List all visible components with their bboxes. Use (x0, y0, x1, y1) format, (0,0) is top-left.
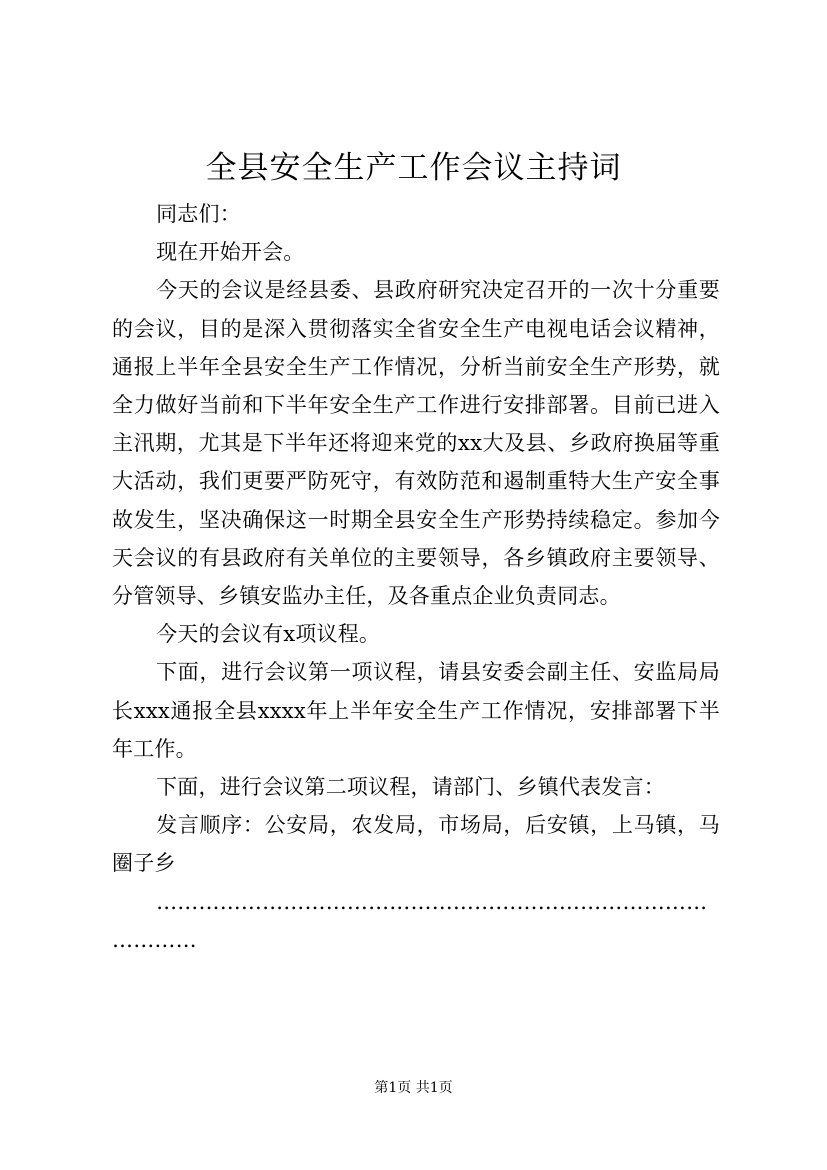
page-number-footer: 第1页 共1页 (374, 1080, 453, 1096)
agenda-item-one-paragraph: 下面，进行会议第一项议程，请县安委会副主任、安监局局长xxx通报全县xxxx年上半年安全生产工作情况，安排部署下半年工作。 (112, 660, 720, 761)
ellipsis-line: ……………………………………………………………………………… (112, 889, 708, 952)
document-title: 全县安全生产工作会议主持词 (205, 150, 622, 186)
meeting-purpose-paragraph: 今天的会议是经县委、县政府研究决定召开的一次十分重要的会议，目的是深入贯彻落实全省安全生产电视电话会议精神，通报上半年全县安全生产工作情况，分析当前安全生产形势，就全力做好当前和下半年安全生产工作进行安排部署。目前已进入主汛期，尤其是下半年还将迎来党的xx大及县、乡政府换届等重大活动，我们更要严防死守，有效防范和遏制重特大生产安全事故发生，坚决确保这一时期全县安全生产形势持续稳定。参加今天会议的有县政府有关单位的主要领导，各乡镇政府主要领导、分管领导、乡镇安监办主任，及各重点企业负责同志。 (112, 278, 720, 609)
salutation: 同志们： (156, 202, 241, 226)
speaker-order-paragraph: 发言顺序：公安局，农发局，市场局，后安镇，上马镇，马圈子乡 (112, 813, 720, 876)
agenda-count-paragraph: 今天的会议有x项议程。 (156, 622, 381, 647)
agenda-item-two-paragraph: 下面，进行会议第二项议程，请部门、乡镇代表发言： (156, 775, 665, 800)
document-body (112, 195, 720, 959)
opening-line: 现在开始开会。 (156, 240, 305, 265)
